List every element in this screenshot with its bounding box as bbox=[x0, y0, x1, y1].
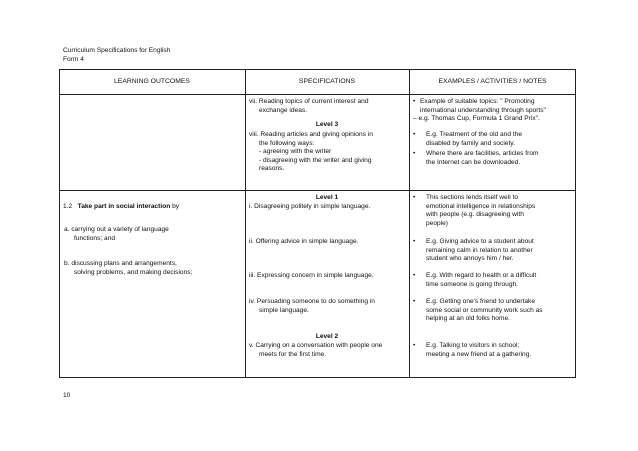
column-divider-2 bbox=[409, 69, 410, 378]
header-row-divider bbox=[59, 94, 576, 95]
document-header bbox=[63, 46, 170, 64]
example-treatment-item: • E.g. Treatment of the old and the disabled by family and society. bbox=[413, 131, 523, 147]
bullet-icon: • bbox=[413, 98, 416, 105]
example-persuading-item: • E.g. Getting one's friend to undertake some social or community work such as helping at an old folks home. bbox=[413, 298, 543, 323]
learning-outcome-a: a. carrying out a variety of language functions; and bbox=[64, 226, 169, 242]
document-title: Curriculum Specifications for English bbox=[63, 47, 171, 54]
example-conversation-item: • E.g. Talking to visitors in school; meeting a new friend at a gathering. bbox=[413, 342, 532, 358]
bullet-icon: • bbox=[413, 298, 416, 305]
example-topics-item: • Example of suitable topics: " Promoting international understanding through sports" bbox=[413, 98, 546, 114]
column-header-learning-outcomes: LEARNING OUTCOMES bbox=[114, 78, 190, 85]
bullet-icon: • bbox=[413, 150, 416, 157]
bullet-icon: • bbox=[413, 342, 416, 349]
spec-iii: iii. Expressing concern in simple language. bbox=[249, 272, 374, 279]
spec-i: i. Disagreeing politely in simple language. bbox=[249, 203, 371, 210]
outcome-number: 1.2 bbox=[63, 203, 73, 210]
example-topics-continuation: – e.g. Thomas Cup, Formula 1 Grand Prix". bbox=[413, 115, 540, 122]
spec-vii: vii. Reading topics of current interest and exchange ideas. bbox=[249, 98, 369, 114]
level-3-heading: Level 3 bbox=[315, 121, 339, 128]
bullet-icon: • bbox=[413, 131, 416, 138]
example-emotional-intelligence-item: • This sections lends itself well to emotional intelligence in relationships with people (e.g. disagreeing with people) bbox=[413, 194, 536, 227]
spec-viii: viii. Reading articles and giving opinions in the following ways: - agreeing with the writer - disagreeing with the writer and giving reasons. bbox=[249, 131, 373, 173]
learning-outcome-1-2 bbox=[63, 203, 179, 212]
example-internet-item: • Where there are facilities, articles from the Internet can be downloaded. bbox=[413, 150, 539, 166]
level-1-heading: Level 1 bbox=[315, 194, 339, 201]
outcome-title-suffix: by bbox=[172, 203, 180, 210]
page-number: 10 bbox=[63, 392, 71, 399]
example-advice-item: • E.g. Giving advice to a student about remaining calm in relation to another student who annoys him / her. bbox=[413, 238, 534, 263]
spec-iv: iv. Persuading someone to do something in simple language. bbox=[249, 298, 375, 314]
bullet-icon: • bbox=[413, 272, 416, 279]
outcome-title: Take part in social interaction bbox=[77, 203, 171, 210]
example-concern-item: • E.g. With regard to health or a difficult time someone is going through. bbox=[413, 272, 537, 288]
row-divider bbox=[59, 190, 576, 191]
column-divider-1 bbox=[245, 69, 246, 378]
spec-ii: ii. Offering advice in simple language. bbox=[249, 238, 359, 245]
level-2-heading: Level 2 bbox=[315, 333, 339, 340]
column-header-specifications: SPECIFICATIONS bbox=[298, 78, 356, 85]
bullet-icon: • bbox=[413, 194, 416, 201]
column-header-examples: EXAMPLES / ACTIVITIES / NOTES bbox=[438, 78, 547, 85]
bullet-icon: • bbox=[413, 238, 416, 245]
learning-outcome-b: b. discussing plans and arrangements, solving problems, and making decisions; bbox=[64, 260, 193, 276]
spec-v: v. Carrying on a conversation with people one meets for the first time. bbox=[249, 342, 383, 358]
form-label: Form 4 bbox=[63, 56, 84, 63]
